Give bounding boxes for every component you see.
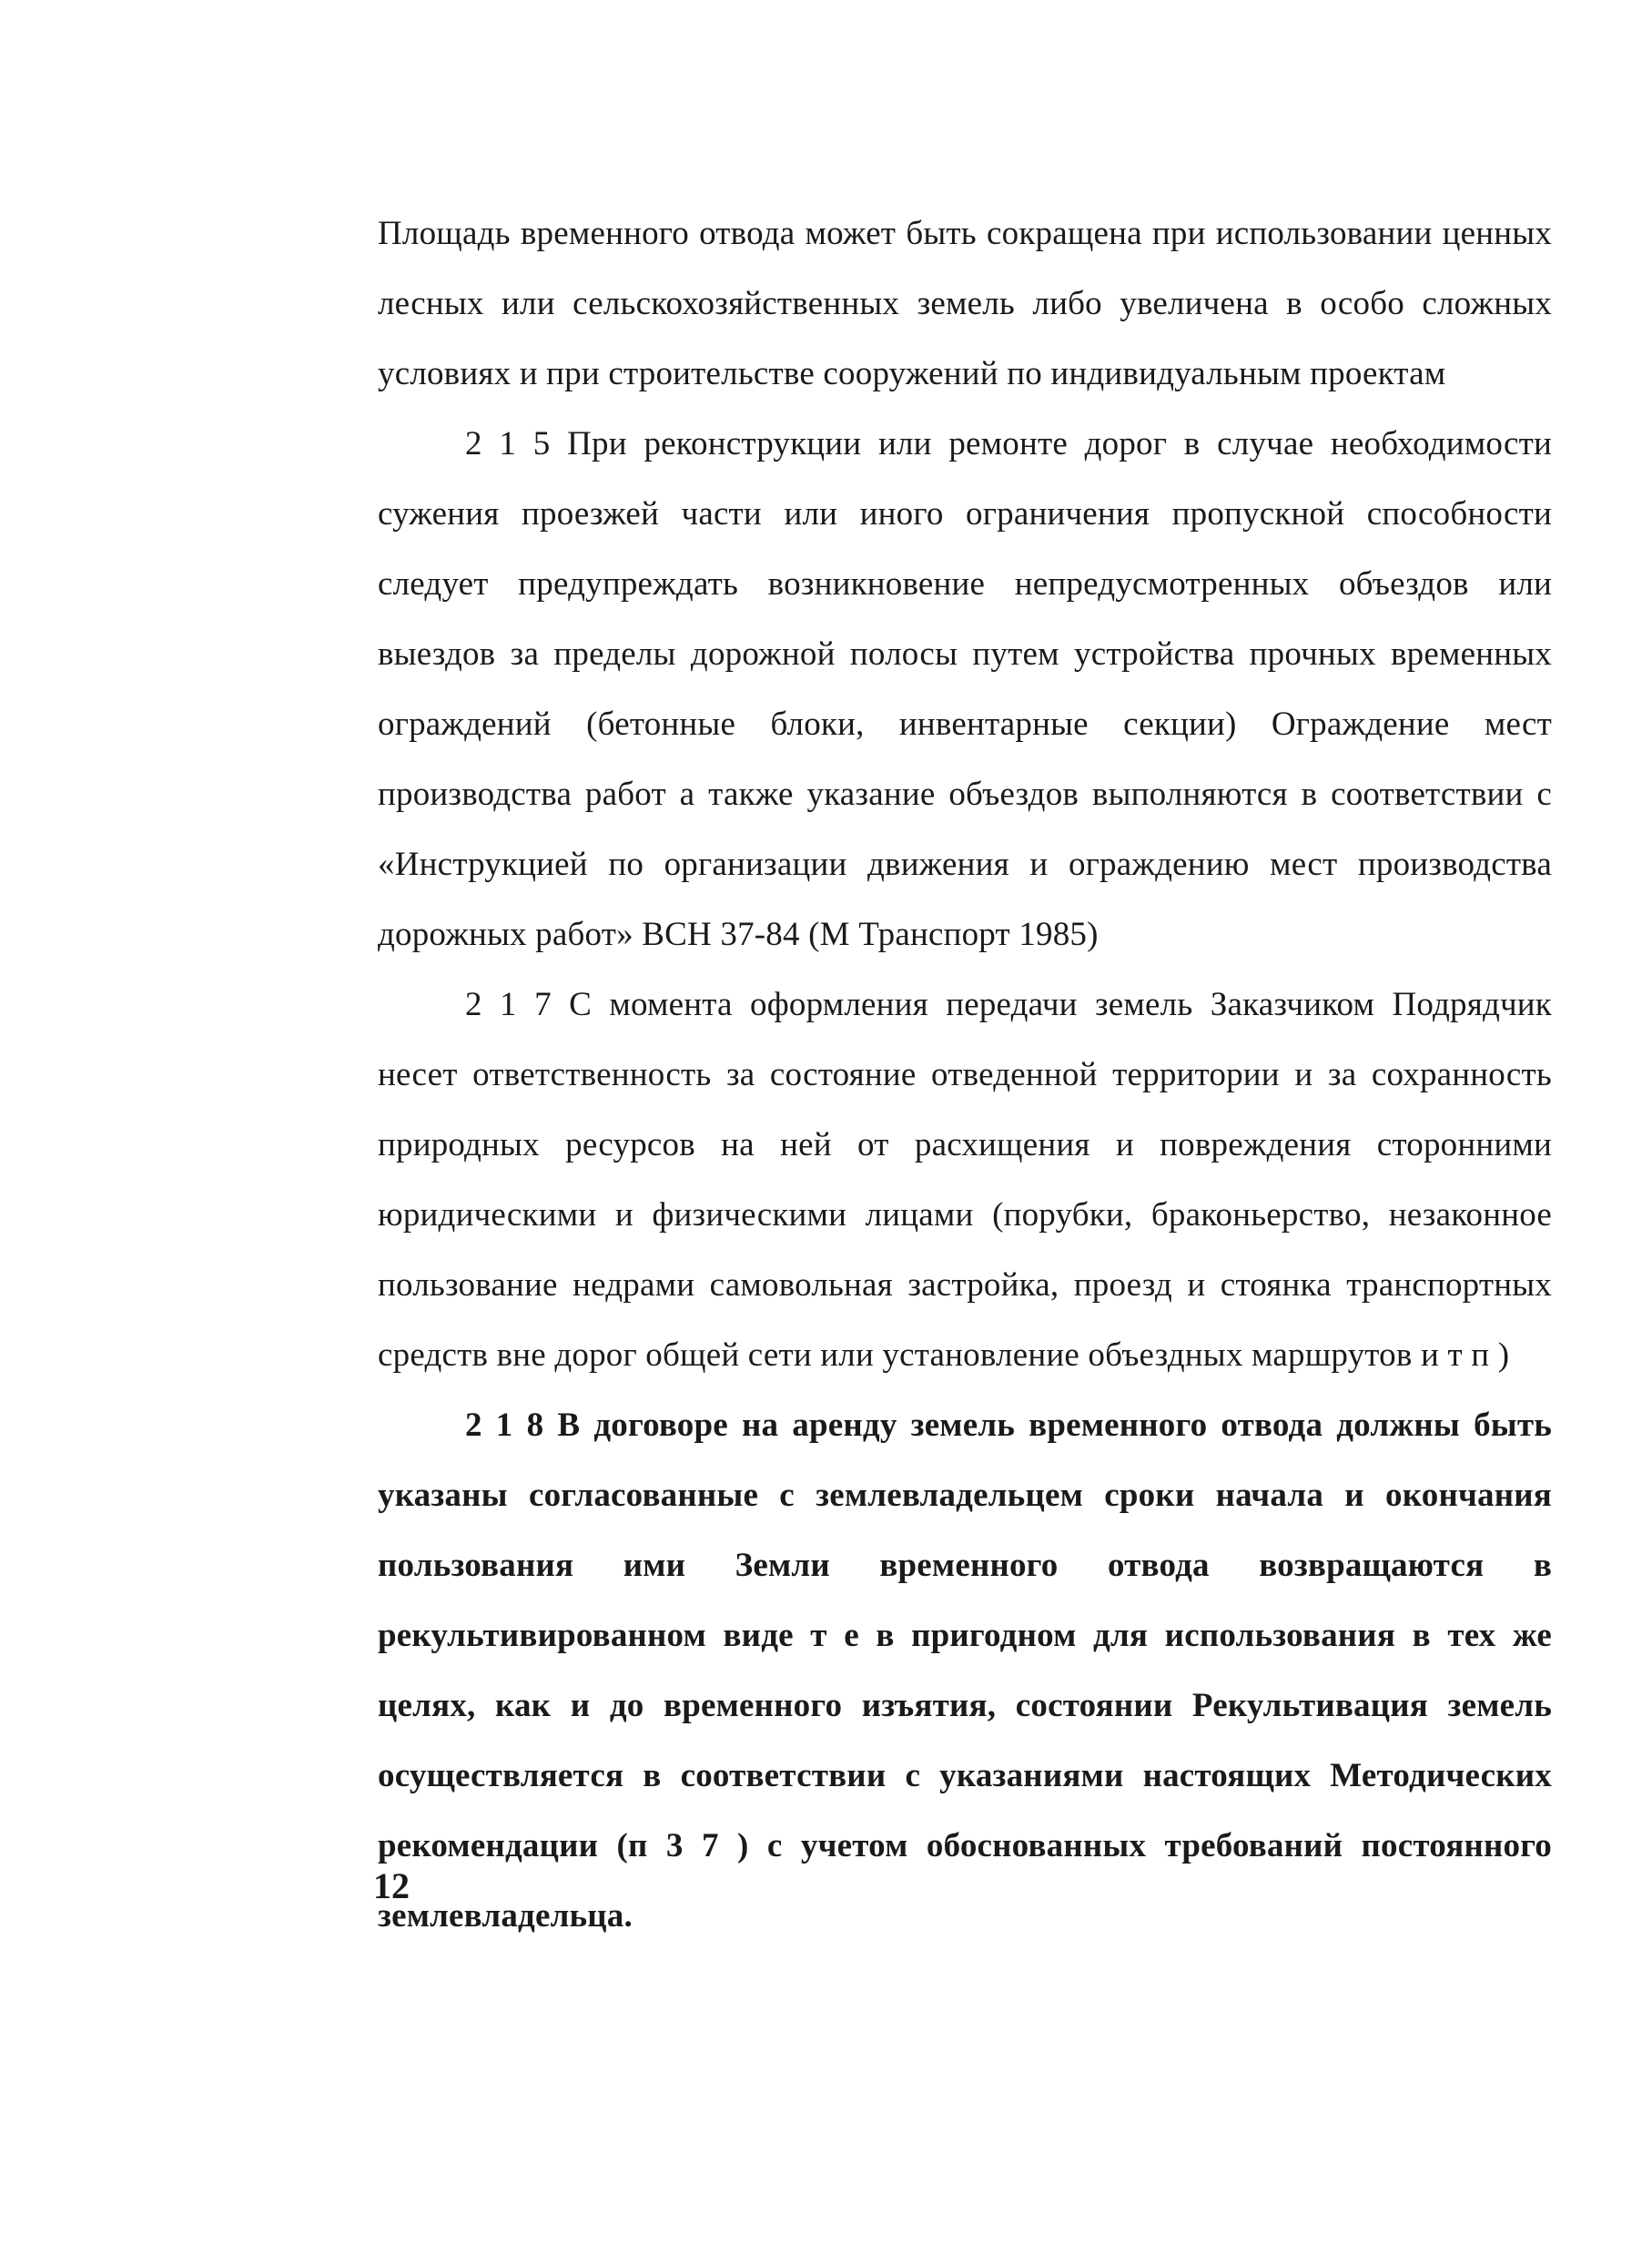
body-text (378, 198, 1552, 1951)
paragraph-2-1-5: 2 1 5 При реконструкции или ремонте дорог в случае необходимости сужения проезжей части или иного ограничения пропускной способности следует предупреждать возникновение непредусмотренных объездов или выездов за пределы дорожной полосы путем устройства прочных временных ограждений (бетонные блоки, инвентарные секции) Ограждение мест производства работ а также указание объездов выполняются в соответствии с «Инструкцией по организации движения и ограждению мест производства дорожных работ» ВСН 37-84 (М Транспорт 1985) (378, 425, 1552, 953)
paragraph-temporary-allotment-area: Площадь временного отвода может быть сокращена при использовании ценных лесных или сельскохозяйственных земель либо увеличена в особо сложных условиях и при строительстве сооружений по индивидуальным проектам (378, 215, 1552, 392)
page-number: 12 (373, 1865, 410, 1906)
paragraph-2-1-7: 2 1 7 С момента оформления передачи земель Заказчиком Подрядчик несет ответственность за состояние отведенной территории и за сохранность природных ресурсов на ней от расхищения и повреждения сторонними юридическими и физическими лицами (порубки, браконьерство, незаконное пользование недрами самовольная застройка, проезд и стоянка транспортных средств вне дорог общей сети или установление объездных маршрутов и т п ) (378, 986, 1552, 1374)
paragraph-2-1-8: 2 1 8 В договоре на аренду земель временного отвода должны быть указаны согласованные с землевладельцем сроки начала и окончания пользования ими Земли временного отвода возвращаются в рекультивированном виде т е в пригодном для использования в тех же целях, как и до временного изъятия, состоянии Рекультивация земель осуществляется в соответствии с указаниями настоящих Методических рекомендации (п 3 7 ) с учетом обоснованных требований постоянного землевладельца. (378, 1407, 1552, 1935)
